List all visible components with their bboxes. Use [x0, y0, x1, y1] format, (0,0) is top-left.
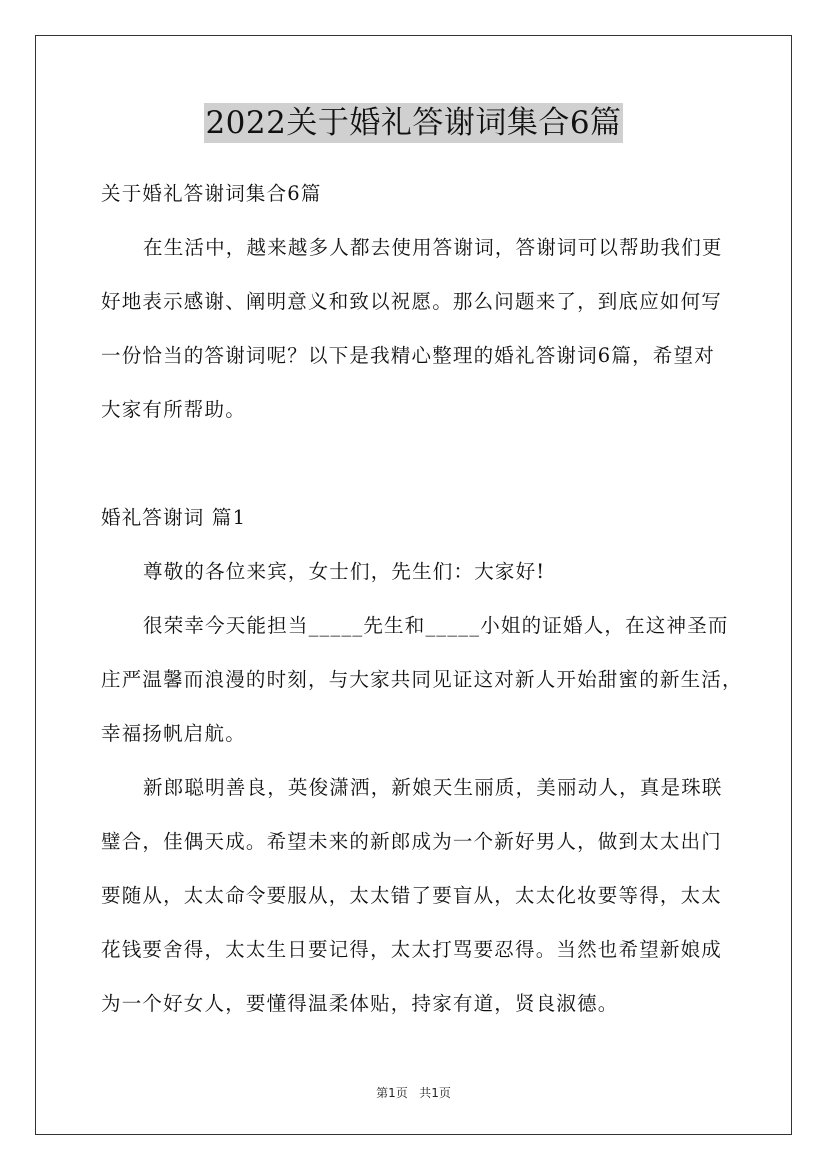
para3-line-1: 新郎聪明善良，英俊潇洒，新娘天生丽质，美丽动人，真是珠联: [143, 776, 723, 799]
intro-line-2: 好地表示感谢、阐明意义和致以祝愿。那么问题来了，到底应如何写: [101, 290, 723, 313]
document-title-text: 2022关于婚礼答谢词集合6篇: [205, 105, 622, 141]
intro-line-3: 一份恰当的答谢词呢？以下是我精心整理的婚礼答谢词6篇，希望对: [101, 344, 715, 367]
para2-line-2: 庄严温馨而浪漫的时刻，与大家共同见证这对新人开始甜蜜的新生活，: [101, 668, 743, 691]
greeting-line: 尊敬的各位来宾，女士们，先生们：大家好!: [143, 560, 546, 583]
section-heading: 婚礼答谢词 篇1: [101, 506, 247, 529]
page-number: 第1页: [376, 1086, 408, 1100]
para3-line-5: 为一个好女人，要懂得温柔体贴，持家有道，贤良淑德。: [101, 992, 619, 1015]
para2-line-3: 幸福扬帆启航。: [101, 722, 246, 745]
page-total: 共1页: [419, 1086, 451, 1100]
page-footer: [0, 1084, 827, 1101]
intro-line-4: 大家有所帮助。: [101, 398, 246, 421]
para3-line-3: 要随从，太太命令要服从，太太错了要盲从，太太化妆要等得，太太: [101, 884, 723, 907]
para3-line-4: 花钱要舍得，太太生日要记得，太太打骂要忍得。当然也希望新娘成: [101, 938, 723, 961]
para2-line-1: 很荣幸今天能担当_____先生和_____小姐的证婚人，在这神圣而: [143, 614, 729, 637]
document-title: [0, 103, 827, 143]
document-subtitle: 关于婚礼答谢词集合6篇: [101, 182, 322, 205]
intro-line-1: 在生活中，越来越多人都去使用答谢词，答谢词可以帮助我们更: [143, 236, 723, 259]
para3-line-2: 璧合，佳偶天成。希望未来的新郎成为一个新好男人，做到太太出门: [101, 830, 723, 853]
